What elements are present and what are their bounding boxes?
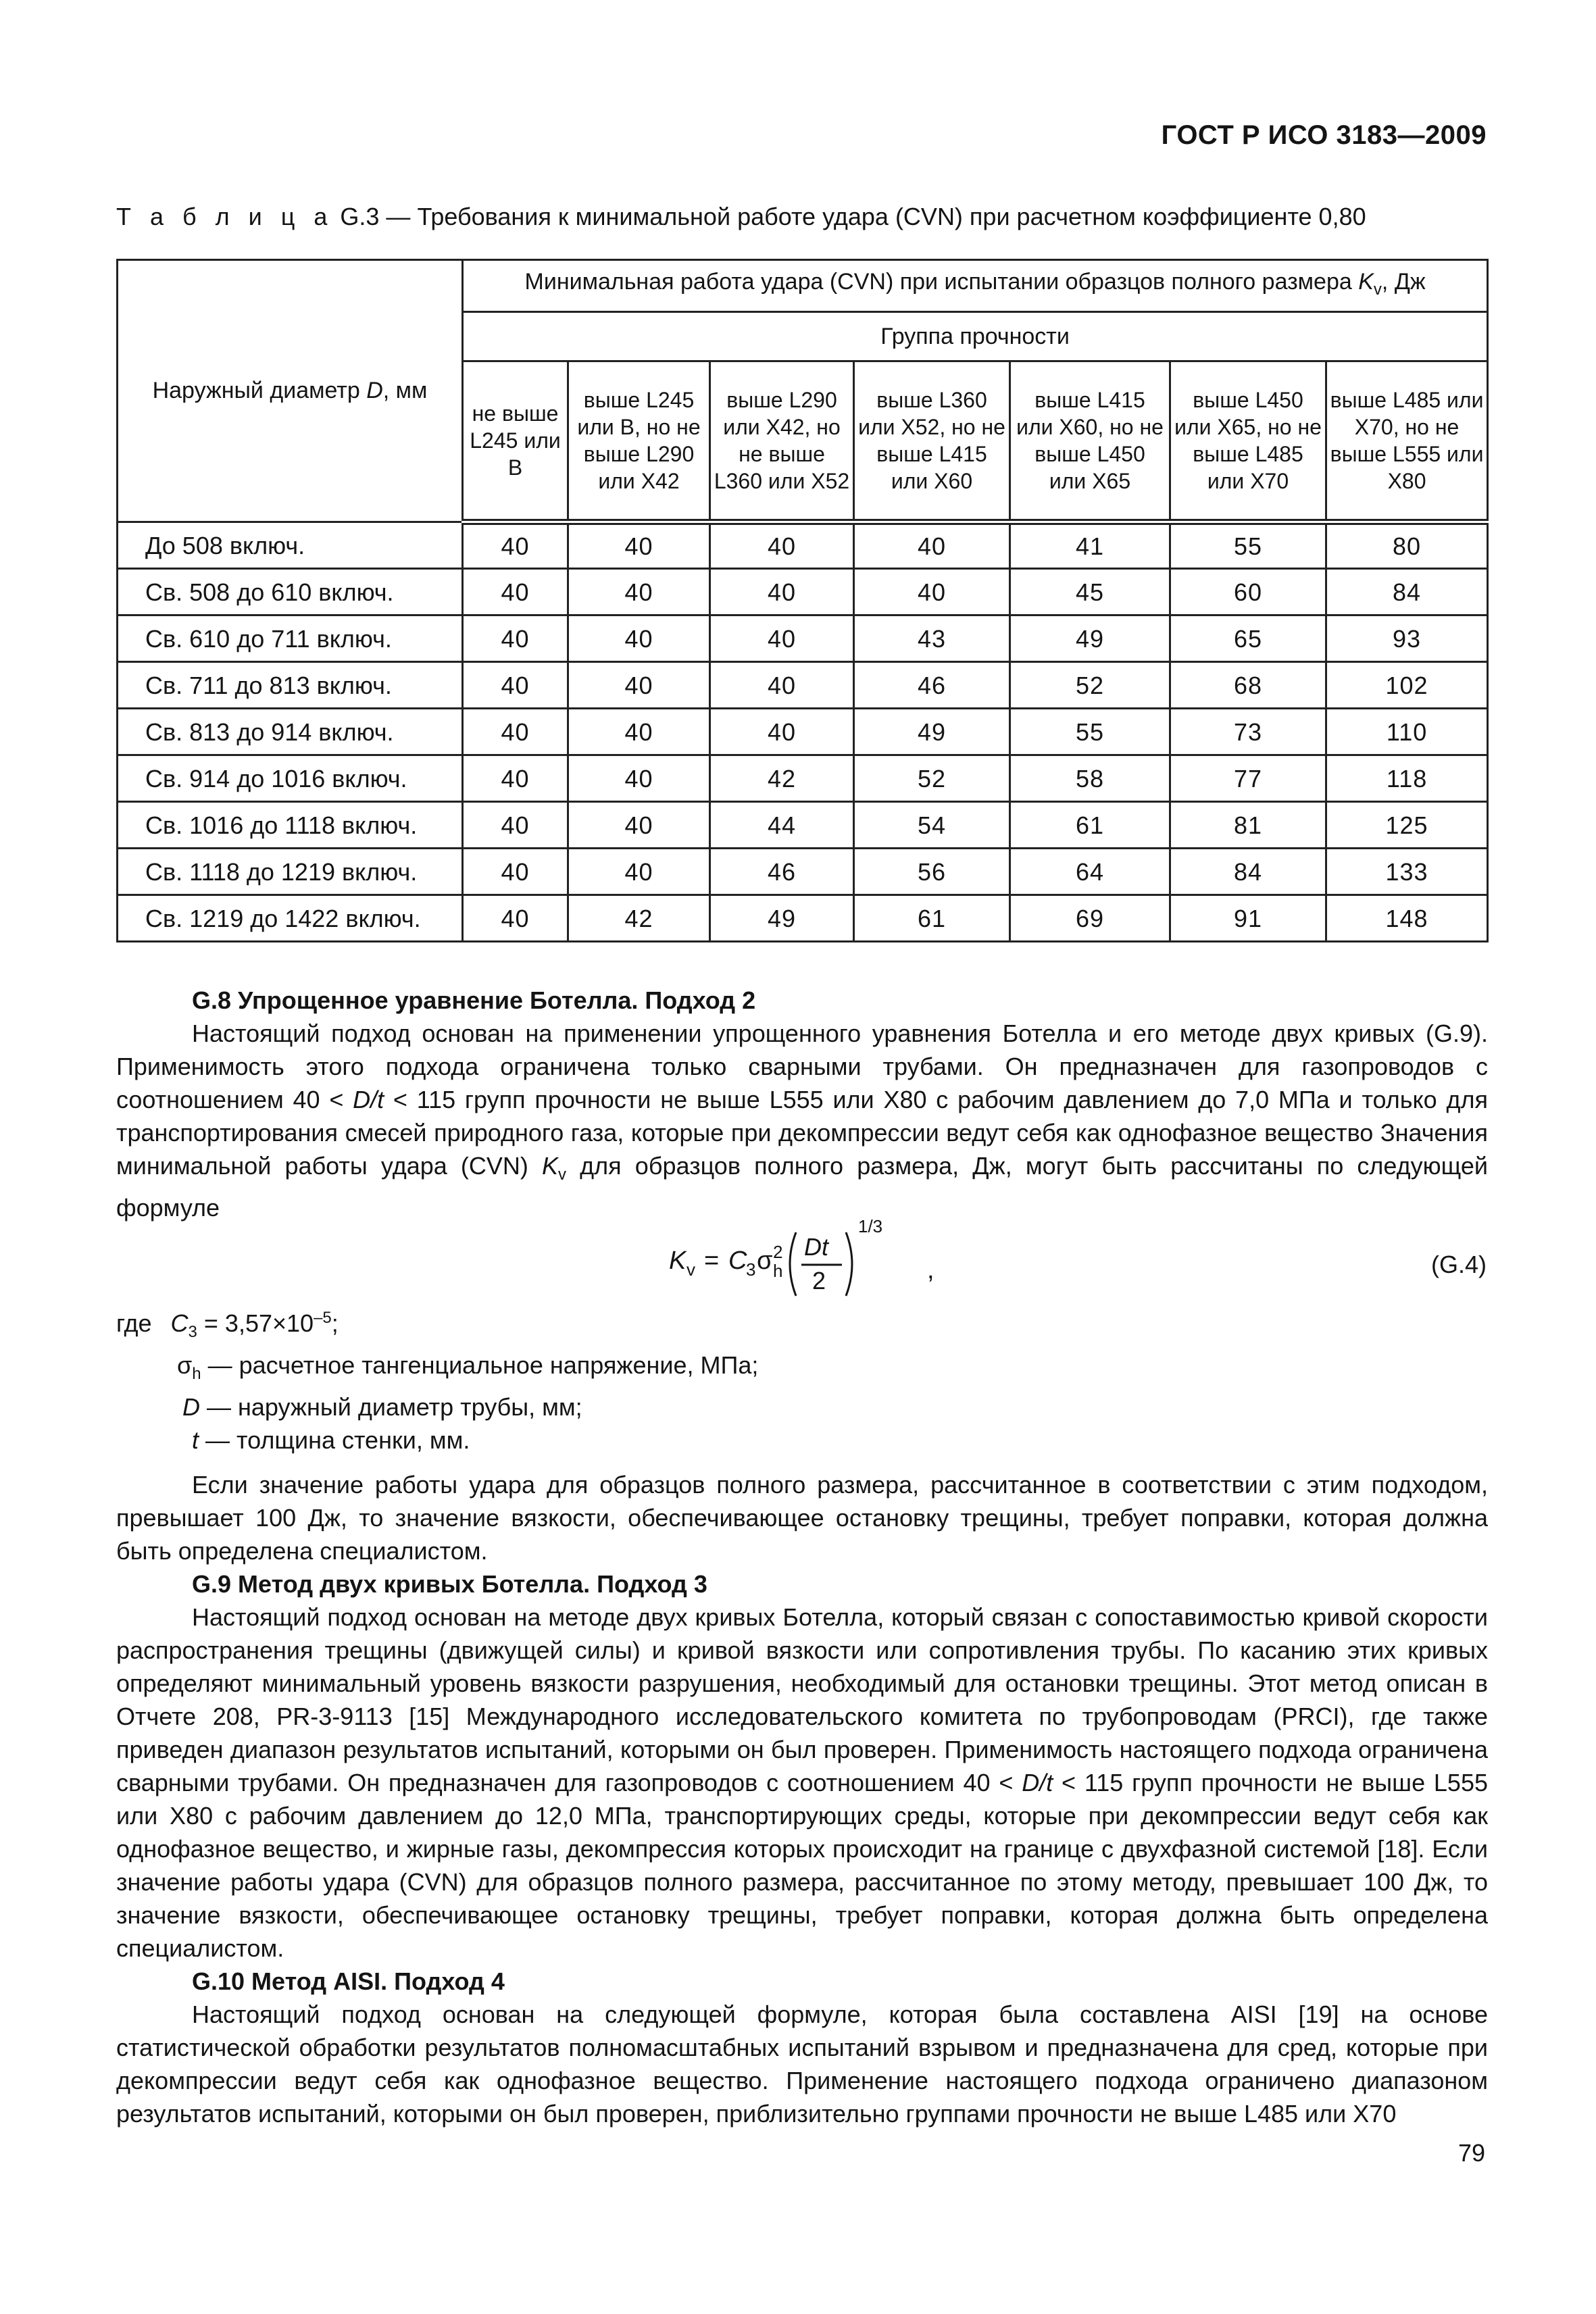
value-cell: 61 <box>1010 802 1170 849</box>
page-number: 79 <box>1457 2139 1485 2167</box>
value-cell: 73 <box>1170 709 1326 755</box>
document-code-header: ГОСТ Р ИСО 3183—2009 <box>1161 120 1487 150</box>
value-cell: 45 <box>1010 569 1170 615</box>
value-cell: 44 <box>710 802 854 849</box>
value-cell: 40 <box>710 569 854 615</box>
value-cell: 49 <box>1010 615 1170 662</box>
value-cell: 65 <box>1170 615 1326 662</box>
value-cell: 84 <box>1326 569 1488 615</box>
section-g10-heading: G.10 Метод AISI. Подход 4 <box>192 1967 505 1995</box>
value-cell: 40 <box>463 709 568 755</box>
section-g8-paragraph: Настоящий подход основан на применении упрощенного уравнения Ботелла и его методе двух кривых (G.9). Применимость этого подхода ограничена только сварными трубами. Он предназначен для газопроводов с соотношением 40 < D/t < 115 групп прочности не выше L555 или X80 с рабочим давлением до 7,0 МПа и только для транспортирования смесей природного газа, которые при декомпрессии ведут себя как однофазное вещество Значения минимальной работы удара (CVN) $K_v$ для образцов полного размера, Дж, могут быть рассчитаны по следующей формуле <box>116 1020 1488 1222</box>
value-cell: 40 <box>463 662 568 709</box>
value-cell: 93 <box>1326 615 1488 662</box>
value-cell: 52 <box>854 755 1010 802</box>
value-cell: 43 <box>854 615 1010 662</box>
legend-sigma: $\sigma_h$ — расчетное тангенциальное напряжение, МПа; <box>177 1351 759 1384</box>
table-caption-text: G.3 — Требования к минимальной работе удара (CVN) при расчетном коэффициенте 0,80 <box>333 203 1366 230</box>
grade-header-4: выше L360 или X52, но не выше L415 или X60 <box>854 361 1010 522</box>
value-cell: 58 <box>1010 755 1170 802</box>
value-cell: 40 <box>463 895 568 942</box>
value-cell: 40 <box>463 755 568 802</box>
value-cell: 40 <box>463 849 568 895</box>
formula-exponent: 1/3 <box>858 1216 883 1236</box>
value-cell: 69 <box>1010 895 1170 942</box>
value-cell: 40 <box>710 522 854 569</box>
formula-lhs: K <box>669 1247 687 1275</box>
table-row <box>118 615 1488 662</box>
formula-numerator: Dt <box>804 1233 828 1261</box>
value-cell: 61 <box>854 895 1010 942</box>
value-cell: 40 <box>568 522 710 569</box>
table-row <box>118 709 1488 755</box>
grade-header-3: выше L290 или X42, но не выше L360 или X52 <box>710 361 854 522</box>
formula-right-paren <box>846 1232 852 1296</box>
table-row <box>118 802 1488 849</box>
diameter-cell: До 508 включ. <box>118 522 463 569</box>
diameter-cell: Св. 508 до 610 включ. <box>118 569 463 615</box>
value-cell: 40 <box>463 802 568 849</box>
formula-c: C <box>728 1247 747 1275</box>
legend-d: D — наружный диаметр трубы, мм; <box>182 1393 582 1422</box>
value-cell: 84 <box>1170 849 1326 895</box>
value-cell: 64 <box>1010 849 1170 895</box>
impact-energy-group-header: Минимальная работа удара (CVN) при испытании образцов полного размера $K_v$, Дж <box>463 260 1488 312</box>
table-row <box>118 849 1488 895</box>
value-cell: 49 <box>854 709 1010 755</box>
section-g8-heading: G.8 Упрощенное уравнение Ботелла. Подход 2 <box>192 986 756 1014</box>
grade-header-6: выше L450 или X65, но не выше L485 или X70 <box>1170 361 1326 522</box>
value-cell: 52 <box>1010 662 1170 709</box>
formula-denominator: 2 <box>812 1267 826 1294</box>
diameter-column-header: Наружный диаметр D, мм <box>118 260 463 522</box>
diameter-cell: Св. 1118 до 1219 включ. <box>118 849 463 895</box>
value-cell: 40 <box>463 522 568 569</box>
formula-lhs-sub: v <box>687 1259 695 1280</box>
value-cell: 77 <box>1170 755 1326 802</box>
formula-g4 <box>669 1213 953 1308</box>
value-cell: 81 <box>1170 802 1326 849</box>
diameter-cell: Св. 1016 до 1118 включ. <box>118 802 463 849</box>
section-g8-note: Если значение работы удара для образцов полного размера, рассчитанное в соответствии с этим подходом, превышает 100 Дж, то значение вязкости, обеспечивающее остановку трещины, требует поправки, которая должна быть определена специалистом. <box>116 1471 1488 1565</box>
formula-left-paren <box>790 1232 796 1296</box>
table-row <box>118 662 1488 709</box>
section-g9-heading: G.9 Метод двух кривых Ботелла. Подход 3 <box>192 1570 707 1598</box>
value-cell: 40 <box>710 662 854 709</box>
value-cell: 40 <box>854 569 1010 615</box>
grade-header-1: не выше L245 или B <box>463 361 568 522</box>
value-cell: 40 <box>710 709 854 755</box>
value-cell: 40 <box>463 569 568 615</box>
sections-g8-g10-continued <box>116 1468 1488 2130</box>
grade-header-5: выше L415 или X60, но не выше L450 или X65 <box>1010 361 1170 522</box>
value-cell: 55 <box>1010 709 1170 755</box>
grade-header-2: выше L245 или B, но не выше L290 или X42 <box>568 361 710 522</box>
value-cell: 110 <box>1326 709 1488 755</box>
formula-equals: = <box>704 1247 720 1275</box>
value-cell: 133 <box>1326 849 1488 895</box>
value-cell: 42 <box>568 895 710 942</box>
formula-sigma-sub: h <box>773 1261 783 1281</box>
value-cell: 40 <box>854 522 1010 569</box>
diameter-cell: Св. 711 до 813 включ. <box>118 662 463 709</box>
value-cell: 40 <box>463 615 568 662</box>
value-cell: 80 <box>1326 522 1488 569</box>
value-cell: 91 <box>1170 895 1326 942</box>
value-cell: 54 <box>854 802 1010 849</box>
legend-t: t — толщина стенки, мм. <box>192 1426 470 1455</box>
table-caption-prefix: Т а б л и ц а <box>116 203 334 230</box>
diameter-cell: Св. 914 до 1016 включ. <box>118 755 463 802</box>
value-cell: 41 <box>1010 522 1170 569</box>
formula-number: (G.4) <box>1430 1251 1487 1278</box>
diameter-cell: Св. 813 до 914 включ. <box>118 709 463 755</box>
formula-c-sub: 3 <box>746 1259 756 1280</box>
grade-header-7: выше L485 или X70, но не выше L555 или X80 <box>1326 361 1488 522</box>
value-cell: 40 <box>568 569 710 615</box>
value-cell: 68 <box>1170 662 1326 709</box>
value-cell: 125 <box>1326 802 1488 849</box>
value-cell: 40 <box>710 615 854 662</box>
table-row <box>118 895 1488 942</box>
value-cell: 42 <box>710 755 854 802</box>
formula-sigma-sup: 2 <box>773 1242 783 1262</box>
table-row <box>118 569 1488 615</box>
value-cell: 40 <box>568 802 710 849</box>
value-cell: 148 <box>1326 895 1488 942</box>
value-cell: 60 <box>1170 569 1326 615</box>
value-cell: 56 <box>854 849 1010 895</box>
section-g8 <box>116 984 1488 1224</box>
value-cell: 40 <box>568 709 710 755</box>
value-cell: 40 <box>568 615 710 662</box>
value-cell: 118 <box>1326 755 1488 802</box>
value-cell: 46 <box>854 662 1010 709</box>
value-cell: 40 <box>568 849 710 895</box>
formula-sigma: σ <box>757 1247 773 1275</box>
table-row <box>118 522 1488 569</box>
formula-comma: , <box>927 1256 934 1284</box>
diameter-cell: Св. 610 до 711 включ. <box>118 615 463 662</box>
value-cell: 55 <box>1170 522 1326 569</box>
legend-c3: где $C_3 = 3,57\times 10^{-5}$; <box>116 1309 339 1342</box>
diameter-cell: Св. 1219 до 1422 включ. <box>118 895 463 942</box>
value-cell: 40 <box>568 662 710 709</box>
strength-group-header: Группа прочности <box>463 312 1488 361</box>
section-g9-paragraph: Настоящий подход основан на методе двух кривых Ботелла, который связан с сопоставимостью кривой скорости распространения трещины (движущей силы) и кривой вязкости или сопротивления трубы. По касанию этих кривых определяют минимальный уровень вязкости разрушения, необходимый для остановки трещины. Этот метод описан в Отчете 208, PR-3-9113 [15] Международного исследовательского комитета по трубопроводам (PRCI), где также приведен диапазон результатов испытаний, которыми он был проверен. Применимость настоящего подхода ограничена сварными трубами. Он предназначен для газопроводов с соотношением 40 < D/t < 115 групп прочности не выше L555 или X80 с рабочим давлением до 12,0 МПа, транспортирующих среды, которые при декомпрессии ведут себя как однофазное вещество, и жирные газы, декомпрессия которых происходит на границе с двухфазной системой [18]. Если значение работы удара (CVN) для образцов полного размера, рассчитанное по этому методу, превышает 100 Дж, то значение вязкости, обеспечивающее остановку трещины, требует поправки, которая должна быть определена специалистом. <box>116 1603 1488 1962</box>
value-cell: 46 <box>710 849 854 895</box>
table-caption <box>116 203 1366 231</box>
formula-legend <box>116 1301 1488 1457</box>
value-cell: 40 <box>568 755 710 802</box>
table-row <box>118 755 1488 802</box>
cvn-requirements-table <box>116 259 1489 942</box>
section-g10-paragraph: Настоящий подход основан на следующей формуле, которая была составлена AISI [19] на основе статистической обработки результатов полномасштабных испытаний взрывом и предназначена для сред, которые при декомпрессии ведут себя как однофазное вещество. Применение настоящего подхода ограничено диапазоном результатов испытаний, которыми он был проверен, приблизительно группами прочности не выше L485 или X70 <box>116 2001 1488 2128</box>
value-cell: 49 <box>710 895 854 942</box>
value-cell: 102 <box>1326 662 1488 709</box>
